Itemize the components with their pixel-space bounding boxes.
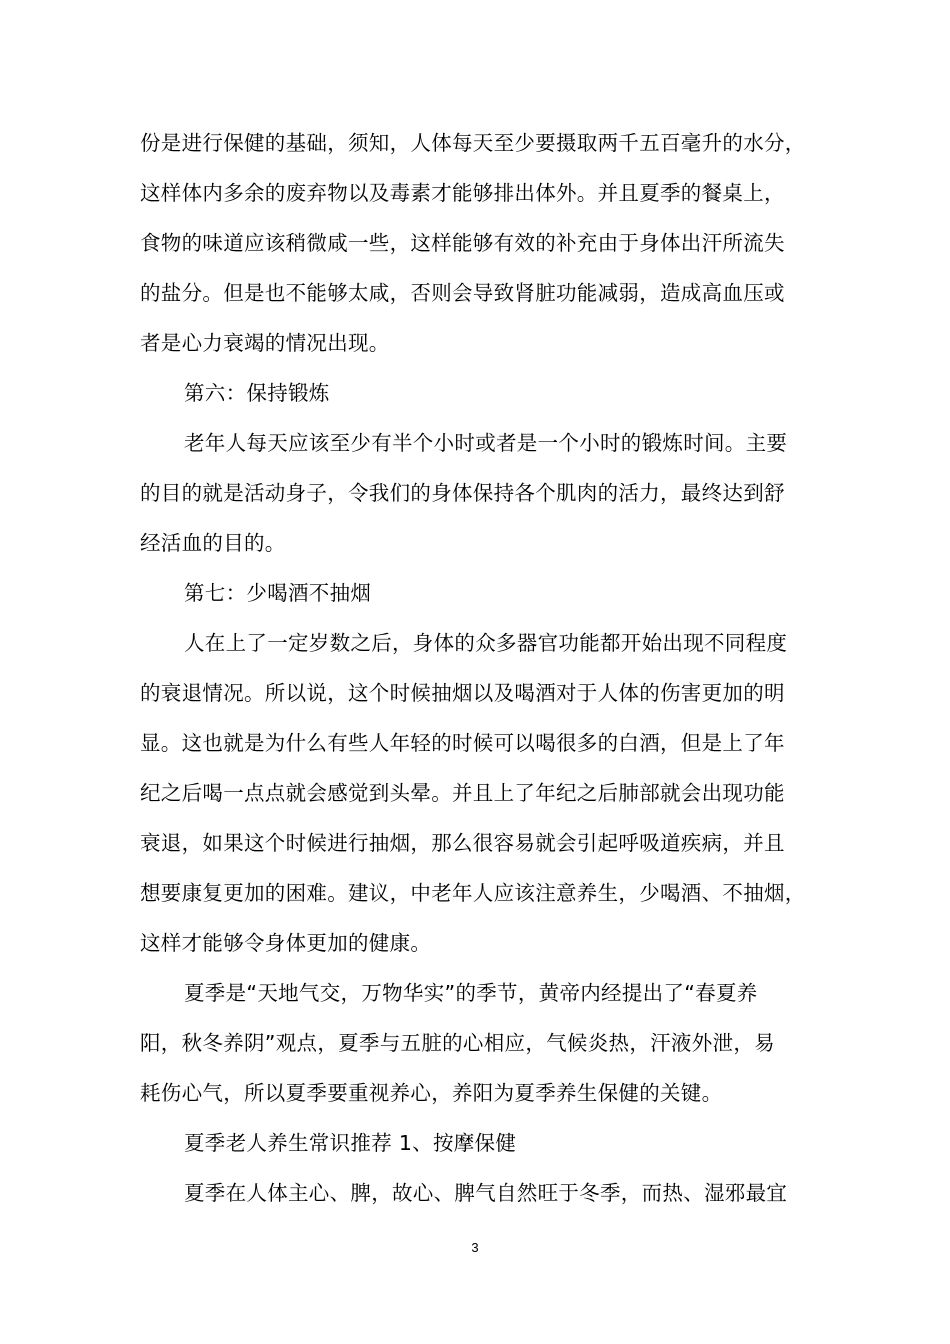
text-line: 耗伤心气，所以夏季要重视养心，养阳为夏季养生保健的关键。 <box>140 1081 723 1105</box>
text-line: 想要康复更加的困难。建议，中老年人应该注意养生，少喝酒、不抽烟， <box>140 881 806 905</box>
text-line: 夏季老人养生常识推荐 1、按摩保健 <box>184 1131 517 1155</box>
text-line: 老年人每天应该至少有半个小时或者是一个小时的锻炼时间。主要 <box>184 431 788 455</box>
text-line: 夏季是“天地气交，万物华实”的季节，黄帝内经提出了“春夏养 <box>184 981 758 1005</box>
text-line: 纪之后喝一点点就会感觉到头晕。并且上了年纪之后肺部就会出现功能 <box>140 781 785 805</box>
text-line: 这样体内多余的废弃物以及毒素才能够排出体外。并且夏季的餐桌上， <box>140 181 785 205</box>
text-line: 的目的就是活动身子，令我们的身体保持各个肌肉的活力，最终达到舒 <box>140 481 785 505</box>
text-line: 人在上了一定岁数之后，身体的众多器官功能都开始出现不同程度 <box>184 631 788 655</box>
text-line: 这样才能够令身体更加的健康。 <box>140 931 432 955</box>
text-line: 食物的味道应该稍微咸一些，这样能够有效的补充由于身体出汗所流失 <box>140 231 785 255</box>
text-line: 阳，秋冬养阴”观点，夏季与五脏的心相应，气候炎热，汗液外泄，易 <box>140 1031 775 1055</box>
text-line: 夏季在人体主心、脾，故心、脾气自然旺于冬季，而热、湿邪最宜 <box>184 1181 788 1205</box>
text-line: 的盐分。但是也不能够太咸，否则会导致肾脏功能减弱，造成高血压或 <box>140 281 785 305</box>
text-line: 份是进行保健的基础，须知，人体每天至少要摄取两千五百毫升的水分， <box>140 131 806 155</box>
text-line: 经活血的目的。 <box>140 531 286 555</box>
body-text <box>140 118 830 1218</box>
text-line: 第六：保持锻炼 <box>184 381 330 405</box>
text-line: 衰退，如果这个时候进行抽烟，那么很容易就会引起呼吸道疾病，并且 <box>140 831 785 855</box>
text-line: 者是心力衰竭的情况出现。 <box>140 331 390 355</box>
text-line: 第七：少喝酒不抽烟 <box>184 581 372 605</box>
text-line: 的衰退情况。所以说，这个时候抽烟以及喝酒对于人体的伤害更加的明 <box>140 681 785 705</box>
page-number: 3 <box>471 1240 479 1255</box>
text-line: 显。这也就是为什么有些人年轻的时候可以喝很多的白酒，但是上了年 <box>140 731 785 755</box>
